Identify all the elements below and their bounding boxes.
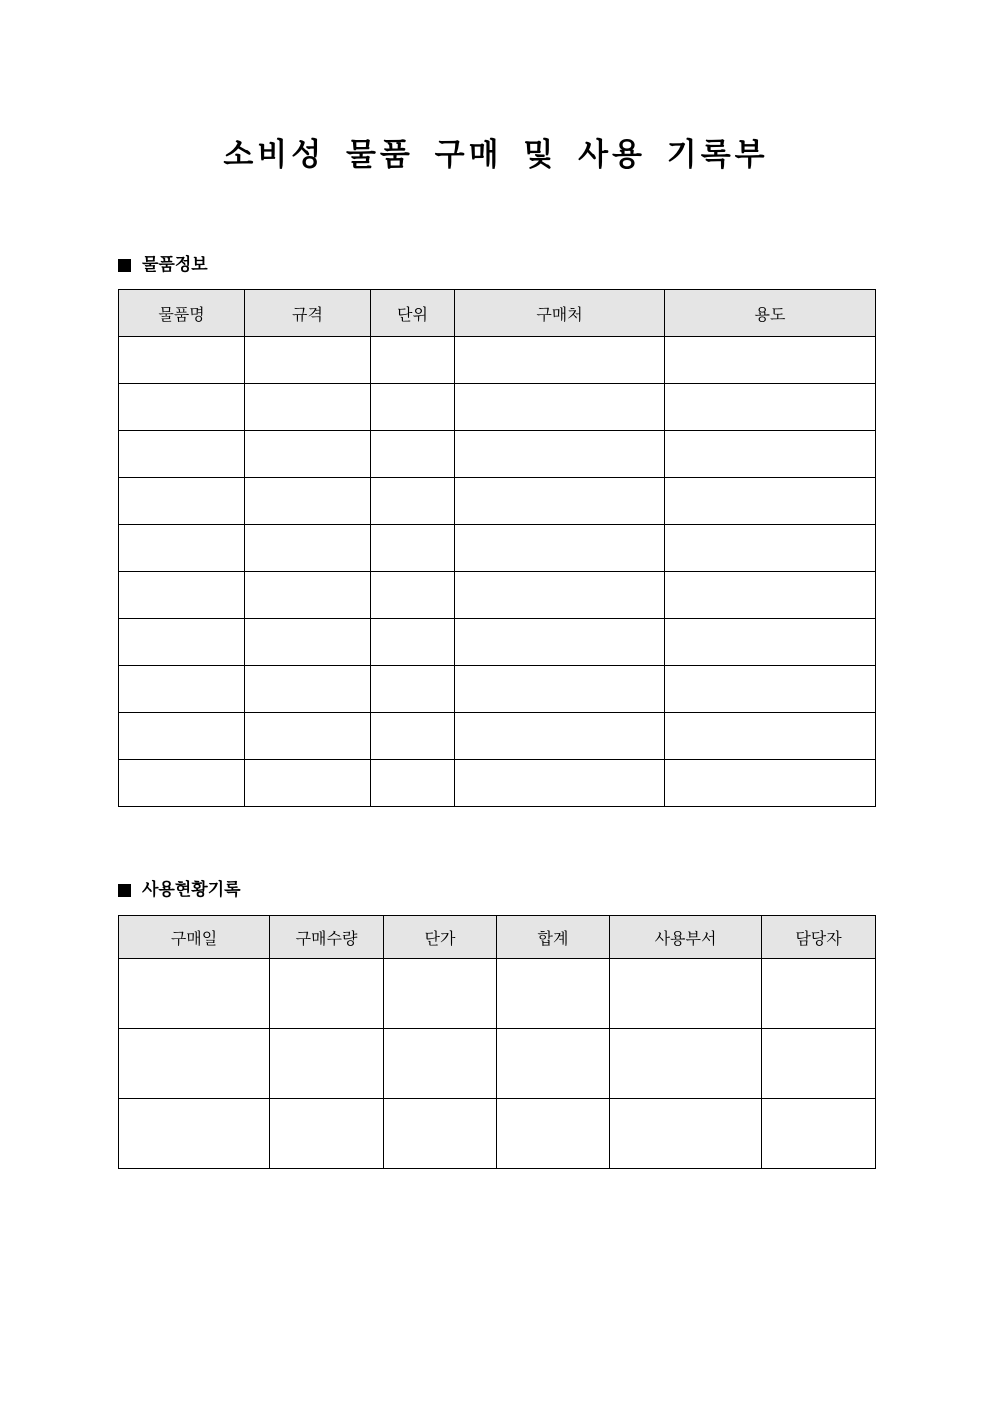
col-unit-price: 단가 (384, 916, 497, 959)
usage-record-cell[interactable] (119, 1029, 270, 1099)
col-department: 사용부서 (610, 916, 762, 959)
col-purpose: 용도 (665, 290, 876, 337)
item-info-cell[interactable] (245, 337, 371, 384)
item-info-cell[interactable] (119, 572, 245, 619)
usage-record-cell[interactable] (610, 1029, 762, 1099)
col-purchase-date: 구매일 (119, 916, 270, 959)
item-info-table-body (119, 337, 876, 807)
table-row (119, 478, 876, 525)
item-info-cell[interactable] (665, 666, 876, 713)
usage-record-cell[interactable] (384, 959, 497, 1029)
item-info-cell[interactable] (119, 337, 245, 384)
square-bullet-icon (118, 259, 131, 272)
item-info-cell[interactable] (455, 384, 665, 431)
page-title: 소비성 물품 구매 및 사용 기록부 (223, 137, 769, 173)
item-info-cell[interactable] (665, 525, 876, 572)
usage-record-cell[interactable] (762, 1029, 876, 1099)
usage-record-cell[interactable] (384, 1029, 497, 1099)
item-info-cell[interactable] (665, 619, 876, 666)
item-info-cell[interactable] (119, 713, 245, 760)
col-total: 합계 (497, 916, 610, 959)
item-info-cell[interactable] (455, 713, 665, 760)
item-info-cell[interactable] (665, 337, 876, 384)
table-row (119, 619, 876, 666)
item-info-cell[interactable] (371, 666, 455, 713)
item-info-cell[interactable] (119, 760, 245, 807)
item-info-cell[interactable] (371, 760, 455, 807)
table-row (119, 1029, 876, 1099)
table-row (119, 1099, 876, 1169)
item-info-cell[interactable] (245, 525, 371, 572)
item-info-cell[interactable] (119, 384, 245, 431)
item-info-cell[interactable] (455, 760, 665, 807)
item-info-cell[interactable] (245, 666, 371, 713)
table-row (119, 713, 876, 760)
item-info-cell[interactable] (119, 619, 245, 666)
item-info-cell[interactable] (119, 478, 245, 525)
usage-record-cell[interactable] (497, 1029, 610, 1099)
table-row (119, 384, 876, 431)
item-info-cell[interactable] (371, 572, 455, 619)
usage-record-cell[interactable] (270, 1029, 384, 1099)
item-info-cell[interactable] (371, 431, 455, 478)
col-item-name: 물품명 (119, 290, 245, 337)
item-info-cell[interactable] (455, 337, 665, 384)
item-info-cell[interactable] (245, 431, 371, 478)
usage-record-cell[interactable] (270, 1099, 384, 1169)
item-info-cell[interactable] (665, 760, 876, 807)
item-info-section-heading (118, 253, 208, 277)
table-row (119, 525, 876, 572)
item-info-heading-label: 물품정보 (142, 255, 208, 275)
usage-record-cell[interactable] (497, 959, 610, 1029)
table-row (119, 666, 876, 713)
item-info-cell[interactable] (245, 572, 371, 619)
table-row (119, 431, 876, 478)
usage-record-header-row (119, 916, 876, 959)
table-row (119, 337, 876, 384)
item-info-cell[interactable] (455, 572, 665, 619)
usage-record-heading-label: 사용현황기록 (142, 880, 241, 900)
item-info-cell[interactable] (455, 619, 665, 666)
usage-record-cell[interactable] (384, 1099, 497, 1169)
item-info-cell[interactable] (665, 478, 876, 525)
col-purchase-qty: 구매수량 (270, 916, 384, 959)
item-info-cell[interactable] (455, 431, 665, 478)
usage-record-cell[interactable] (762, 1099, 876, 1169)
item-info-cell[interactable] (455, 478, 665, 525)
usage-record-cell[interactable] (270, 959, 384, 1029)
usage-record-table (118, 915, 876, 1169)
item-info-cell[interactable] (245, 713, 371, 760)
item-info-cell[interactable] (245, 619, 371, 666)
usage-record-cell[interactable] (497, 1099, 610, 1169)
usage-record-cell[interactable] (119, 959, 270, 1029)
usage-record-cell[interactable] (762, 959, 876, 1029)
table-row (119, 760, 876, 807)
item-info-cell[interactable] (665, 572, 876, 619)
usage-record-cell[interactable] (610, 1099, 762, 1169)
item-info-cell[interactable] (245, 478, 371, 525)
item-info-cell[interactable] (245, 384, 371, 431)
col-manager: 담당자 (762, 916, 876, 959)
item-info-cell[interactable] (119, 431, 245, 478)
col-vendor: 구매처 (455, 290, 665, 337)
item-info-cell[interactable] (665, 431, 876, 478)
table-row (119, 959, 876, 1029)
item-info-cell[interactable] (371, 619, 455, 666)
item-info-cell[interactable] (119, 525, 245, 572)
item-info-cell[interactable] (245, 760, 371, 807)
item-info-cell[interactable] (371, 478, 455, 525)
usage-record-cell[interactable] (119, 1099, 270, 1169)
item-info-cell[interactable] (455, 666, 665, 713)
col-spec: 규격 (245, 290, 371, 337)
square-bullet-icon (118, 884, 131, 897)
table-row (119, 572, 876, 619)
usage-record-cell[interactable] (610, 959, 762, 1029)
item-info-cell[interactable] (455, 525, 665, 572)
item-info-cell[interactable] (371, 337, 455, 384)
item-info-cell[interactable] (371, 713, 455, 760)
item-info-table (118, 289, 876, 807)
item-info-cell[interactable] (119, 666, 245, 713)
col-unit: 단위 (371, 290, 455, 337)
usage-record-section-heading (118, 878, 241, 902)
item-info-cell[interactable] (371, 384, 455, 431)
item-info-cell[interactable] (371, 525, 455, 572)
item-info-cell[interactable] (665, 713, 876, 760)
item-info-cell[interactable] (665, 384, 876, 431)
item-info-header-row (119, 290, 876, 337)
usage-record-table-body (119, 959, 876, 1169)
